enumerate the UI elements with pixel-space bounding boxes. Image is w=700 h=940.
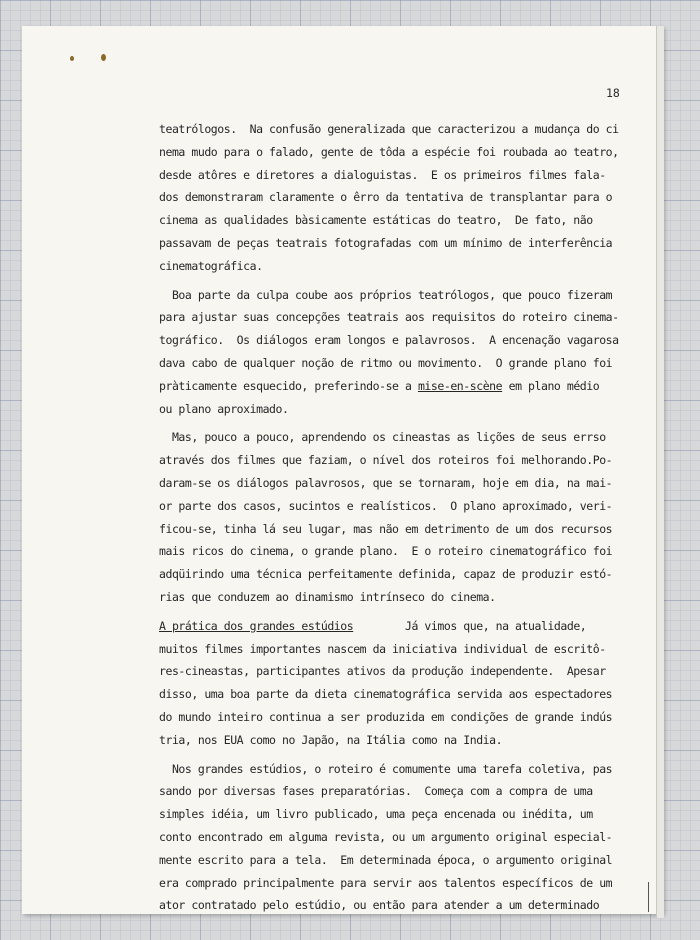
text-line: ou plano aproximado. bbox=[159, 401, 289, 416]
text-line: cinematográfica. bbox=[159, 258, 263, 273]
page-number: 18 bbox=[606, 86, 620, 100]
text-line: dava cabo de qualquer noção de ritmo ou movimento. O grande plano foi bbox=[159, 355, 613, 370]
text-line-rest: Já vimos que, na atualidade, bbox=[353, 618, 587, 633]
text-line: teatrólogos. Na confusão generalizada que caracterizou a mudança do ci bbox=[159, 122, 619, 136]
paragraph-3 bbox=[159, 426, 629, 608]
paragraph-1 bbox=[159, 118, 629, 278]
text-line: mais ricos do cinema, o grande plano. E o roteiro cinematográfico foi bbox=[159, 544, 613, 559]
text-line: do mundo inteiro continua a ser produzida em condições de grande indús bbox=[159, 709, 613, 724]
text-line: através dos filmes que faziam, o nível dos roteiros foi melhorando.Po- bbox=[159, 453, 613, 468]
text-line: disso, uma boa parte da dieta cinematográfica servida aos espectadores bbox=[159, 687, 613, 702]
ink-smudge bbox=[101, 54, 106, 61]
text-line: ficou-se, tinha lá seu lugar, mas não em detrimento de um dos recursos bbox=[159, 521, 613, 536]
text-line: dos demonstraram claramente o êrro da tentativa de transplantar para o bbox=[159, 190, 613, 205]
ink-smudge bbox=[70, 56, 74, 61]
text-line: Nos grandes estúdios, o roteiro é comumente uma tarefa coletiva, pas bbox=[159, 761, 613, 776]
text-line: sando por diversas fases preparatórias. Começa com a compra de uma bbox=[159, 784, 593, 799]
text-line: conto encontrado em alguma revista, ou um argumento original especial- bbox=[159, 829, 613, 844]
text-line: daram-se os diálogos palavrosos, que se tornaram, hoje em dia, na mai- bbox=[159, 475, 613, 490]
typed-text-body bbox=[159, 118, 629, 917]
text-line: ator contratado pelo estúdio, ou então para atender a um determinado bbox=[159, 898, 600, 913]
text-line: cinema as qualidades bàsicamente estáticas do teatro, De fato, não bbox=[159, 213, 593, 228]
paragraph-final bbox=[159, 758, 629, 918]
text-line: tria, nos EUA como no Japão, na Itália como na India. bbox=[159, 732, 503, 747]
paper-edge bbox=[656, 26, 664, 918]
paragraph-2 bbox=[159, 284, 629, 421]
text-line: rias que conduzem ao dinamismo intrínseco do cinema. bbox=[159, 589, 496, 604]
text-line: simples idéia, um livro publicado, uma peça encenada ou inédita, um bbox=[159, 807, 593, 822]
underlined-term: mise-en-scène bbox=[417, 378, 503, 393]
section-heading: A prática dos grandes estúdios bbox=[159, 618, 354, 633]
text-line: res-cineastas, participantes ativos da produção independente. Apesar bbox=[159, 664, 606, 679]
text-line: Boa parte da culpa coube aos próprios teatrólogos, que pouco fizeram bbox=[159, 287, 613, 302]
text-line: Mas, pouco a pouco, aprendendo os cineastas as lições de seus errso bbox=[159, 430, 606, 445]
text-line: desde atôres e diretores a dialoguistas. E os primeiros filmes fala- bbox=[159, 167, 606, 182]
text-line: muitos filmes importantes nascem da iniciativa individual de escritô- bbox=[159, 641, 606, 656]
text-line: or parte dos casos, sucintos e realísticos. O plano aproximado, veri- bbox=[159, 498, 613, 513]
text-line: nema mudo para o falado, gente de tôda a espécie foi roubada ao teatro, bbox=[159, 144, 619, 159]
paper-fold-mark bbox=[648, 882, 649, 912]
section-practice bbox=[159, 615, 629, 752]
text-line: pràticamente esquecido, preferindo-se a mise-en-scène em plano médio bbox=[159, 378, 600, 393]
text-line: tográfico. Os diálogos eram longos e palavrosos. A encenação vagarosa bbox=[159, 333, 619, 348]
text-line: era comprado principalmente para servir aos talentos específicos de um bbox=[159, 875, 613, 890]
text-line: para ajustar suas concepções teatrais aos requisitos do roteiro cinema- bbox=[159, 310, 619, 325]
section-heading-line bbox=[159, 615, 629, 638]
text-line: mente escrito para a tela. Em determinada época, o argumento original bbox=[159, 852, 613, 867]
text-line: passavam de peças teatrais fotografadas com um mínimo de interferência bbox=[159, 235, 613, 250]
text-line: adqüirindo uma técnica perfeitamente definida, capaz de produzir estó- bbox=[159, 567, 613, 582]
